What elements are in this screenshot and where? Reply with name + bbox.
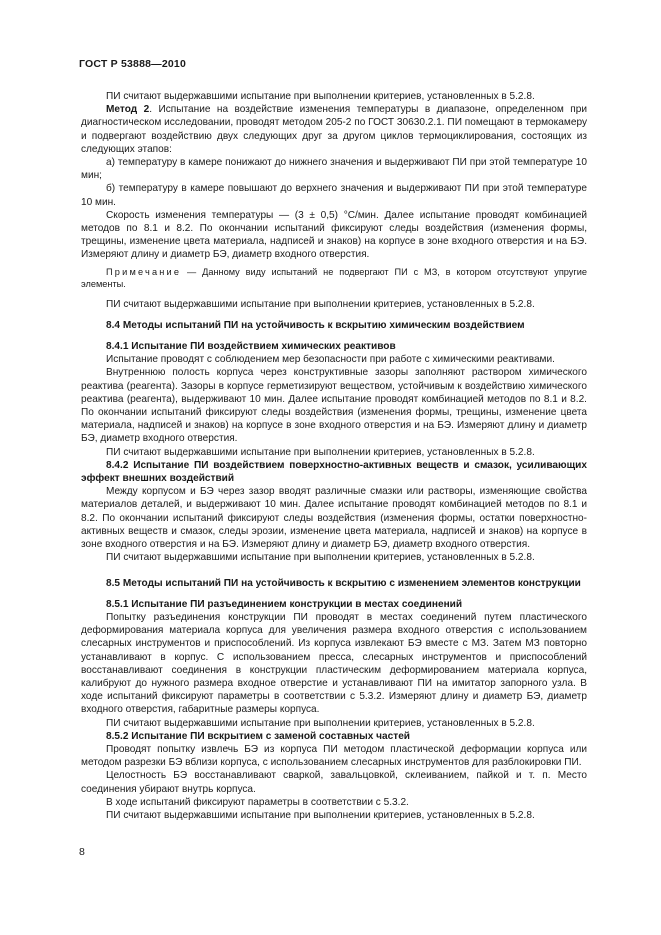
paragraph: В ходе испытаний фиксируют параметры в соответствии с 5.3.2.	[106, 796, 409, 808]
subsection-heading-8-4-1: 8.4.1 Испытание ПИ воздействием химических реактивов	[106, 341, 396, 353]
subsection-heading-8-5-1: 8.5.1 Испытание ПИ разъединением конструкции в местах соединений	[106, 598, 463, 610]
paragraph: ПИ считают выдержавшими испытание при выполнении критериев, установленных в 5.2.8.	[106, 298, 535, 310]
paragraph: ПИ считают выдержавшими испытание при выполнении критериев, установленных в 5.2.8.	[106, 717, 535, 729]
note	[81, 266, 587, 290]
section-heading-8-5: 8.5 Методы испытаний ПИ на устойчивость к вскрытию с изменением элементов конструкции	[106, 577, 581, 589]
paragraph: Попытку разъединения конструкции ПИ проводят в местах соединений путем пластического деформирования материала корпуса для увеличения размера входного отверстия с использованием слесарных инструментов и приспособлений. Из корпуса извлекают БЭ вместе с МЗ. Затем МЗ повторно устанавливают в корпус. С использованием пресса, слесарных инструментов и приспособлений восстанавливают соединения в конструкции пластическим деформированием материала корпуса, калибруют до нужного размера входное отверстие и устанавливают ПИ на имитатор запорного узла. В ходе испытаний фиксируют параметры в соответствии с 5.3.2. Измеряют длину и диаметр БЭ, диаметр входного отверстия, габаритные размеры корпуса.	[81, 611, 587, 716]
paragraph: Целостность БЭ восстанавливают сваркой, завальцовкой, склеиванием, пайкой и т. п. Место соединения убирают внутрь корпуса.	[81, 770, 587, 795]
paragraph: ПИ считают выдержавшими испытание при выполнении критериев, установленных в 5.2.8.	[106, 552, 535, 564]
list-item: б) температуру в камере повышают до верхнего значения и выдерживают ПИ при этой температуре 10 мин.	[81, 183, 587, 208]
paragraph: ПИ считают выдержавшими испытание при выполнении критериев, установленных в 5.2.8.	[106, 91, 535, 102]
paragraph-method-2	[81, 103, 587, 156]
paragraph: ПИ считают выдержавшими испытание при выполнении критериев, установленных в 5.2.8.	[106, 809, 535, 821]
paragraph: Испытание проводят с соблюдением мер безопасности при работе с химическими реактивами.	[106, 354, 555, 366]
paragraph: ПИ считают выдержавшими испытание при выполнении критериев, установленных в 5.2.8.	[106, 446, 535, 458]
note-text: — Данному виду испытаний не подвергают ПИ с МЗ, в котором отсутствуют упругие элементы.	[81, 266, 587, 289]
method-text: . Испытание на воздействие изменения температуры в диапазоне, определенном при диагностическом исследовании, проводят методом 205-2 по ГОСТ 30630.2.1. ПИ помещают в термокамеру и подвергают воздействию двух следующих друг за другом циклов термоциклирования, состоящих из следующих этапов:	[81, 104, 587, 155]
page-number: 8	[79, 846, 85, 858]
note-label: Примечание	[106, 266, 182, 277]
paragraph: Проводят попытку извлечь БЭ из корпуса ПИ методом пластической деформации корпуса или методом разрезки БЭ вблизи корпуса, с использованием слесарных инструментов для разблокировки ПИ.	[81, 743, 587, 769]
page-body	[81, 90, 587, 822]
paragraph: Скорость изменения температуры — (3 ± 0,5) °С/мин. Далее испытание проводят комбинацией методов по 8.1 и 8.2. По окончании испытаний фиксируют следы воздействия (изменения формы, трещины, изменение цвета материала, надписей и знаков) на корпусе в зоне входного отверстия и на БЭ. Измеряют длину и диаметр БЭ, диаметр входного отверстия.	[81, 209, 587, 261]
document-code-header: ГОСТ Р 53888—2010	[79, 58, 187, 70]
subsection-heading-8-5-2: 8.5.2 Испытание ПИ вскрытием с заменой составных частей	[106, 730, 411, 742]
list-item: а) температуру в камере понижают до нижнего значения и выдерживают ПИ при этой температуре 10 мин;	[81, 157, 587, 182]
method-label: Метод 2	[106, 104, 150, 116]
section-heading-8-4: 8.4 Методы испытаний ПИ на устойчивость к вскрытию химическим воздействием	[106, 319, 525, 331]
subsection-heading-8-4-2: 8.4.2 Испытание ПИ воздействием поверхностно-активных веществ и смазок, усиливающих эффект внешних воздействий	[81, 459, 587, 485]
paragraph: Внутреннюю полость корпуса через конструктивные зазоры заполняют раствором химического реактива (реагента). Зазоры в корпусе герметизируют веществом, устойчивым к воздействию химического реактива (реагента), выдерживают 10 мин. Далее испытание проводят комбинацией методов по 8.1 и 8.2. По окончании испытаний фиксируют следы воздействия (изменения формы, трещины, изменение цвета материала, надписей и знаков) на корпусе в зоне входного отверстия и на БЭ. Измеряют длину и диаметр БЭ, диаметр входного отверстия.	[81, 367, 587, 445]
paragraph: Между корпусом и БЭ через зазор вводят различные смазки или растворы, изменяющие свойства материалов деталей, и выдерживают 10 мин. Далее испытание проводят комбинацией методов по 8.1 и 8.2. По окончании испытаний фиксируют следы воздействия (изменения формы, остатки поверхностно-активных веществ и смазок, следы эрозии, изменение цвета материала, надписей и знаков) на корпусе в зоне входного отверстия и на БЭ. Измеряют длину и диаметр БЭ, диаметр входного отверстия.	[81, 486, 587, 551]
